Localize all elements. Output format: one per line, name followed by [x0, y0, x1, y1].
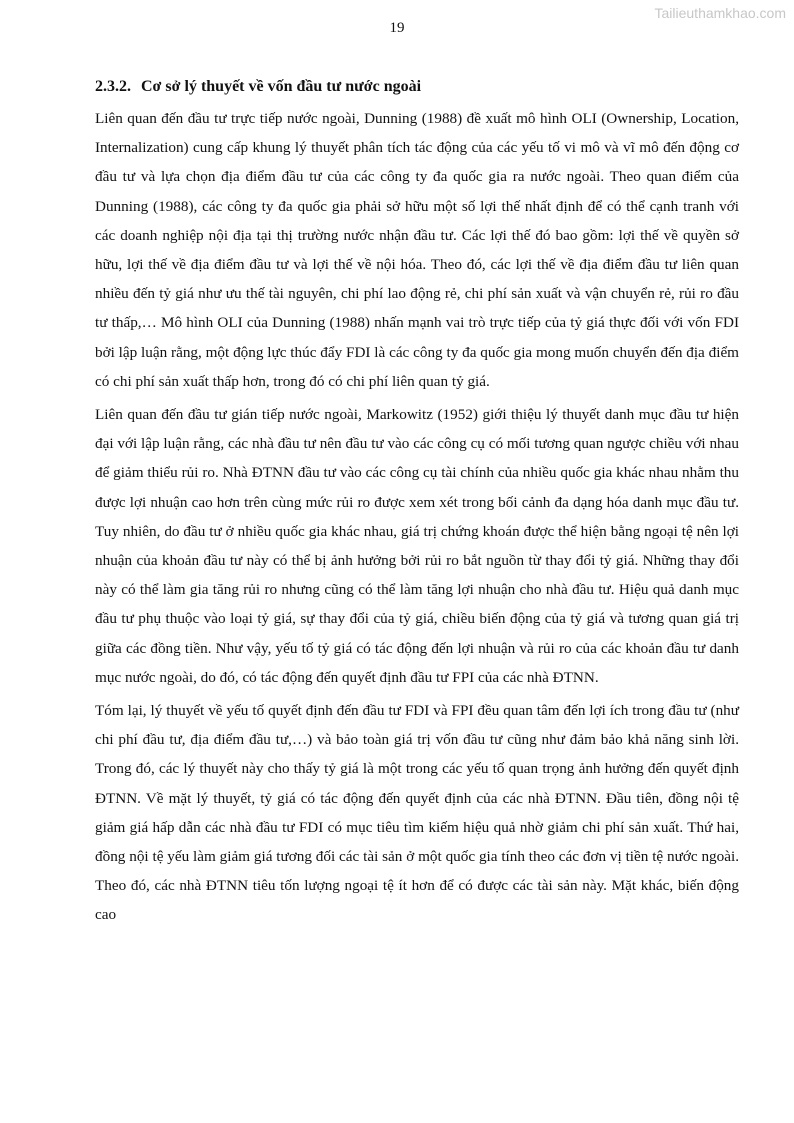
- document-body: [95, 72, 739, 934]
- watermark: Tailieuthamkhao.com: [654, 5, 786, 21]
- paragraph-portfolio-theory: Liên quan đến đầu tư gián tiếp nước ngoài, Markowitz (1952) giới thiệu lý thuyết danh mục đầu tư hiện đại với lập luận rằng, các nhà đầu tư nên đầu tư vào các công cụ có mối tương quan ngược chiều với nhau để giảm thiểu rủi ro. Nhà ĐTNN đầu tư vào các công cụ tài chính của nhiều quốc gia khác nhau nhằm thu được lợi nhuận cao hơn trên cùng mức rủi ro được xem xét trong bối cảnh đa dạng hóa danh mục đầu tư. Tuy nhiên, do đầu tư ở nhiều quốc gia khác nhau, giá trị chứng khoán được thể hiện bằng ngoại tệ nên lợi nhuận của khoản đầu tư này có thể bị ảnh hưởng bởi rủi ro bắt nguồn từ thay đổi tỷ giá. Những thay đổi này có thể làm gia tăng rủi ro nhưng cũng có thể làm tăng lợi nhuận cho nhà đầu tư. Hiệu quả danh mục đầu tư phụ thuộc vào loại tỷ giá, sự thay đổi của tỷ giá, chiều biến động của tỷ giá và tương quan giá trị giữa các đồng tiền. Như vậy, yếu tố tỷ giá có tác động đến lợi nhuận và rủi ro của các khoản đầu tư danh mục nước ngoài, do đó, có tác động đến quyết định đầu tư FPI của các nhà ĐTNN.: [95, 406, 739, 686]
- page-number: 19: [389, 20, 405, 36]
- paragraph-oli-model: Liên quan đến đầu tư trực tiếp nước ngoài, Dunning (1988) đề xuất mô hình OLI (Ownership, Location, Internalization) cung cấp khung lý thuyết phân tích tác động của các yếu tố vi mô và vĩ mô đến động cơ đầu tư và lựa chọn địa điểm đầu tư của các công ty đa quốc gia ra nước ngoài. Theo quan điểm của Dunning (1988), các công ty đa quốc gia phải sở hữu một số lợi thế nhất định để có thể cạnh tranh với các doanh nghiệp nội địa tại thị trường nước nhận đầu tư. Các lợi thế đó bao gồm: lợi thế về quyền sở hữu, lợi thế về địa điểm đầu tư và lợi thế về nội hóa. Theo đó, các lợi thế về địa điểm đầu tư liên quan nhiều đến tỷ giá như ưu thế tài nguyên, chi phí lao động rẻ, chi phí sản xuất và vận chuyển rẻ, rủi ro đầu tư thấp,… Mô hình OLI của Dunning (1988) nhấn mạnh vai trò trực tiếp của tỷ giá thực đối với vốn FDI bởi lập luận rằng, một động lực thúc đẩy FDI là các công ty đa quốc gia mong muốn chuyển đến địa điểm có chi phí sản xuất thấp hơn, trong đó có chi phí liên quan tỷ giá.: [95, 110, 739, 390]
- section-number: 2.3.2.: [95, 78, 131, 95]
- section-heading: [95, 72, 739, 102]
- paragraph-summary: Tóm lại, lý thuyết về yếu tố quyết định đến đầu tư FDI và FPI đều quan tâm đến lợi ích trong đầu tư (như chi phí đầu tư, địa điểm đầu tư,…) và bảo toàn giá trị vốn đầu tư cũng như đảm bảo khả năng sinh lời. Trong đó, các lý thuyết này cho thấy tỷ giá là một trong các yếu tố quan trọng ảnh hưởng đến quyết định ĐTNN. Về mặt lý thuyết, tỷ giá có tác động đến quyết định của các nhà ĐTNN. Đầu tiên, đồng nội tệ giảm giá hấp dẫn các nhà đầu tư FDI có mục tiêu tìm kiếm hiệu quả nhờ giảm chi phí sản xuất. Thứ hai, đồng nội tệ yếu làm giảm giá tương đối các tài sản ở một quốc gia tính theo các đơn vị tiền tệ nước ngoài. Theo đó, các nhà ĐTNN tiêu tốn lượng ngoại tệ ít hơn để có được các tài sản này. Mặt khác, biến động cao: [95, 702, 739, 924]
- section-title: Cơ sở lý thuyết về vốn đầu tư nước ngoài: [141, 78, 422, 95]
